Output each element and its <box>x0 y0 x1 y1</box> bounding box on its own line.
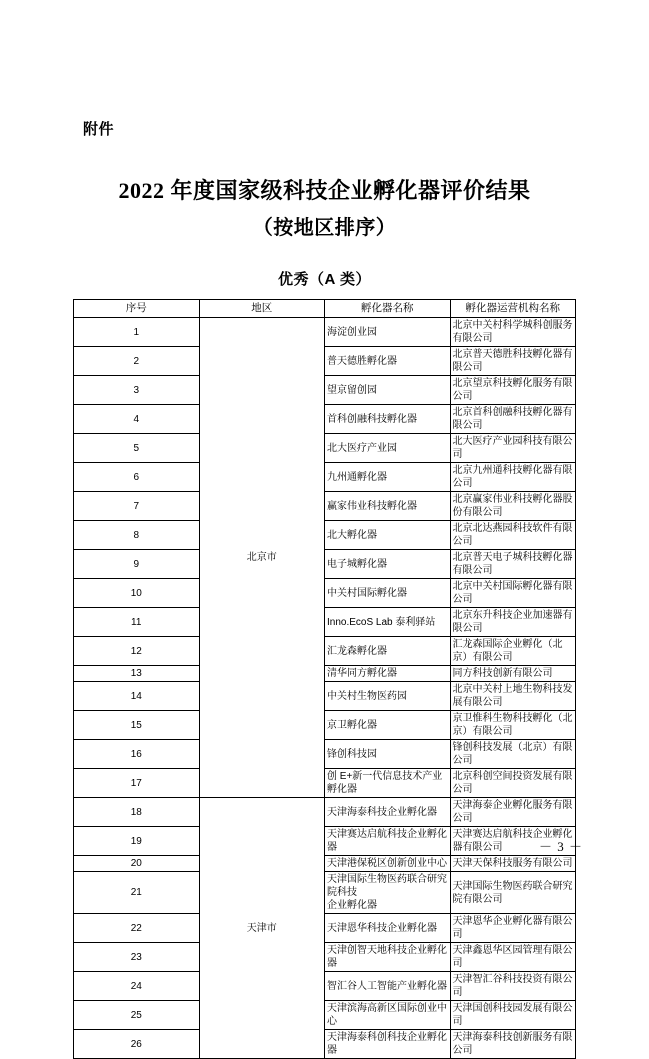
cell-index: 6 <box>74 463 200 492</box>
cell-index: 19 <box>74 827 200 856</box>
cell-incubator-name: 天津赛达启航科技企业孵化器 <box>325 827 451 856</box>
cell-incubator-name: 天津国际生物医药联合研究院科技 企业孵化器 <box>325 872 451 914</box>
cell-incubator-name: Inno.EcoS Lab 泰利驿站 <box>325 608 451 637</box>
column-header-incubator-name: 孵化器名称 <box>325 300 451 318</box>
table-row <box>74 579 576 608</box>
table-row <box>74 1030 576 1059</box>
cell-operator-name: 北京北达燕园科技软件有限公司 <box>450 521 576 550</box>
table-row <box>74 682 576 711</box>
cell-index: 23 <box>74 943 200 972</box>
table-row <box>74 608 576 637</box>
cell-index: 15 <box>74 711 200 740</box>
cell-operator-name: 北京首科创融科技孵化器有限公司 <box>450 405 576 434</box>
cell-index: 26 <box>74 1030 200 1059</box>
incubator-results-table <box>73 299 576 1059</box>
cell-index: 17 <box>74 769 200 798</box>
cell-index: 4 <box>74 405 200 434</box>
cell-operator-name: 京卫惟科生物科技孵化（北京）有限公司 <box>450 711 576 740</box>
cell-region: 北京市 <box>199 318 325 798</box>
table-row <box>74 769 576 798</box>
cell-incubator-name: 天津海泰科创科技企业孵化器 <box>325 1030 451 1059</box>
cell-incubator-name: 望京留创园 <box>325 376 451 405</box>
cell-operator-name: 天津海泰科技创新服务有限公司 <box>450 1030 576 1059</box>
cell-incubator-name: 天津港保税区创新创业中心 <box>325 856 451 872</box>
cell-incubator-name: 九州通孵化器 <box>325 463 451 492</box>
cell-incubator-name: 天津海泰科技企业孵化器 <box>325 798 451 827</box>
cell-incubator-name: 北大医疗产业园 <box>325 434 451 463</box>
cell-operator-name: 汇龙森国际企业孵化（北京）有限公司 <box>450 637 576 666</box>
table-row <box>74 798 576 827</box>
cell-operator-name: 北京普天德胜科技孵化器有限公司 <box>450 347 576 376</box>
cell-index: 22 <box>74 914 200 943</box>
table-header-row <box>74 300 576 318</box>
table-row <box>74 521 576 550</box>
table-row <box>74 405 576 434</box>
cell-operator-name: 天津鑫恩华区园管理有限公司 <box>450 943 576 972</box>
table-row <box>74 434 576 463</box>
cell-incubator-name: 天津恩华科技企业孵化器 <box>325 914 451 943</box>
cell-index: 12 <box>74 637 200 666</box>
cell-operator-name: 天津天保科技服务有限公司 <box>450 856 576 872</box>
cell-index: 10 <box>74 579 200 608</box>
cell-incubator-name: 创 E+新一代信息技术产业孵化器 <box>325 769 451 798</box>
cell-incubator-name: 中关村国际孵化器 <box>325 579 451 608</box>
cell-index: 8 <box>74 521 200 550</box>
cell-operator-name: 北京望京科技孵化服务有限公司 <box>450 376 576 405</box>
cell-operator-name: 天津国际生物医药联合研究院有限公司 <box>450 872 576 914</box>
cell-operator-name: 天津海泰企业孵化服务有限公司 <box>450 798 576 827</box>
table-row <box>74 376 576 405</box>
cell-index: 13 <box>74 666 200 682</box>
table-row <box>74 463 576 492</box>
table-row <box>74 492 576 521</box>
cell-incubator-name: 中关村生物医药园 <box>325 682 451 711</box>
cell-incubator-name: 天津创智天地科技企业孵化器 <box>325 943 451 972</box>
cell-index: 9 <box>74 550 200 579</box>
table-row <box>74 972 576 1001</box>
cell-region: 天津市 <box>199 798 325 1059</box>
cell-incubator-name: 首科创融科技孵化器 <box>325 405 451 434</box>
cell-operator-name: 北京九州通科技孵化器有限公司 <box>450 463 576 492</box>
cell-index: 2 <box>74 347 200 376</box>
cell-incubator-name: 赢家伟业科技孵化器 <box>325 492 451 521</box>
section-title: 优秀（A 类） <box>278 271 371 288</box>
table-row <box>74 943 576 972</box>
cell-index: 20 <box>74 856 200 872</box>
cell-operator-name: 同方科技创新有限公司 <box>450 666 576 682</box>
cell-incubator-name: 普天德胜孵化器 <box>325 347 451 376</box>
cell-index: 3 <box>74 376 200 405</box>
cell-operator-name: 北京东升科技企业加速器有限公司 <box>450 608 576 637</box>
page-number: － 3 － <box>538 839 583 854</box>
table-row <box>74 856 576 872</box>
table-row <box>74 550 576 579</box>
page-subtitle: （按地区排序） <box>252 217 397 239</box>
cell-index: 5 <box>74 434 200 463</box>
cell-incubator-name: 电子城孵化器 <box>325 550 451 579</box>
cell-incubator-name: 天津滨海高新区国际创业中心 <box>325 1001 451 1030</box>
cell-incubator-name: 锋创科技园 <box>325 740 451 769</box>
cell-operator-name: 天津赛达启航科技企业孵化器有限公司 <box>450 827 576 856</box>
cell-operator-name: 天津恩华企业孵化器有限公司 <box>450 914 576 943</box>
cell-index: 18 <box>74 798 200 827</box>
table-row <box>74 740 576 769</box>
cell-incubator-name: 北大孵化器 <box>325 521 451 550</box>
cell-index: 11 <box>74 608 200 637</box>
column-header-operator-name: 孵化器运营机构名称 <box>450 300 576 318</box>
cell-operator-name: 北京中关村科学城科创服务有限公司 <box>450 318 576 347</box>
page-title: 2022 年度国家级科技企业孵化器评价结果 <box>118 178 531 203</box>
cell-operator-name: 北京中关村国际孵化器有限公司 <box>450 579 576 608</box>
table-row <box>74 711 576 740</box>
table-row <box>74 666 576 682</box>
cell-incubator-name: 清华同方孵化器 <box>325 666 451 682</box>
cell-index: 25 <box>74 1001 200 1030</box>
cell-operator-name: 北大医疗产业园科技有限公司 <box>450 434 576 463</box>
cell-operator-name: 北京科创空间投资发展有限公司 <box>450 769 576 798</box>
cell-index: 16 <box>74 740 200 769</box>
cell-index: 7 <box>74 492 200 521</box>
cell-incubator-name: 智汇谷人工智能产业孵化器 <box>325 972 451 1001</box>
cell-incubator-name: 海淀创业园 <box>325 318 451 347</box>
cell-operator-name: 北京中关村上地生物科技发展有限公司 <box>450 682 576 711</box>
cell-index: 24 <box>74 972 200 1001</box>
attachment-label: 附件 <box>83 121 115 138</box>
cell-operator-name: 北京普天电子城科技孵化器有限公司 <box>450 550 576 579</box>
table-row <box>74 318 576 347</box>
cell-operator-name: 锋创科技发展（北京）有限公司 <box>450 740 576 769</box>
cell-operator-name: 北京赢家伟业科技孵化器股份有限公司 <box>450 492 576 521</box>
cell-operator-name: 天津智汇谷科技投资有限公司 <box>450 972 576 1001</box>
column-header-region: 地区 <box>199 300 325 318</box>
cell-incubator-name: 京卫孵化器 <box>325 711 451 740</box>
cell-index: 1 <box>74 318 200 347</box>
table-row <box>74 872 576 914</box>
table-row <box>74 827 576 856</box>
table-row <box>74 1001 576 1030</box>
cell-index: 21 <box>74 872 200 914</box>
cell-index: 14 <box>74 682 200 711</box>
table-row <box>74 637 576 666</box>
table-row <box>74 914 576 943</box>
cell-operator-name: 天津国创科技园发展有限公司 <box>450 1001 576 1030</box>
table-row <box>74 347 576 376</box>
column-header-index: 序号 <box>74 300 200 318</box>
cell-incubator-name: 汇龙森孵化器 <box>325 637 451 666</box>
